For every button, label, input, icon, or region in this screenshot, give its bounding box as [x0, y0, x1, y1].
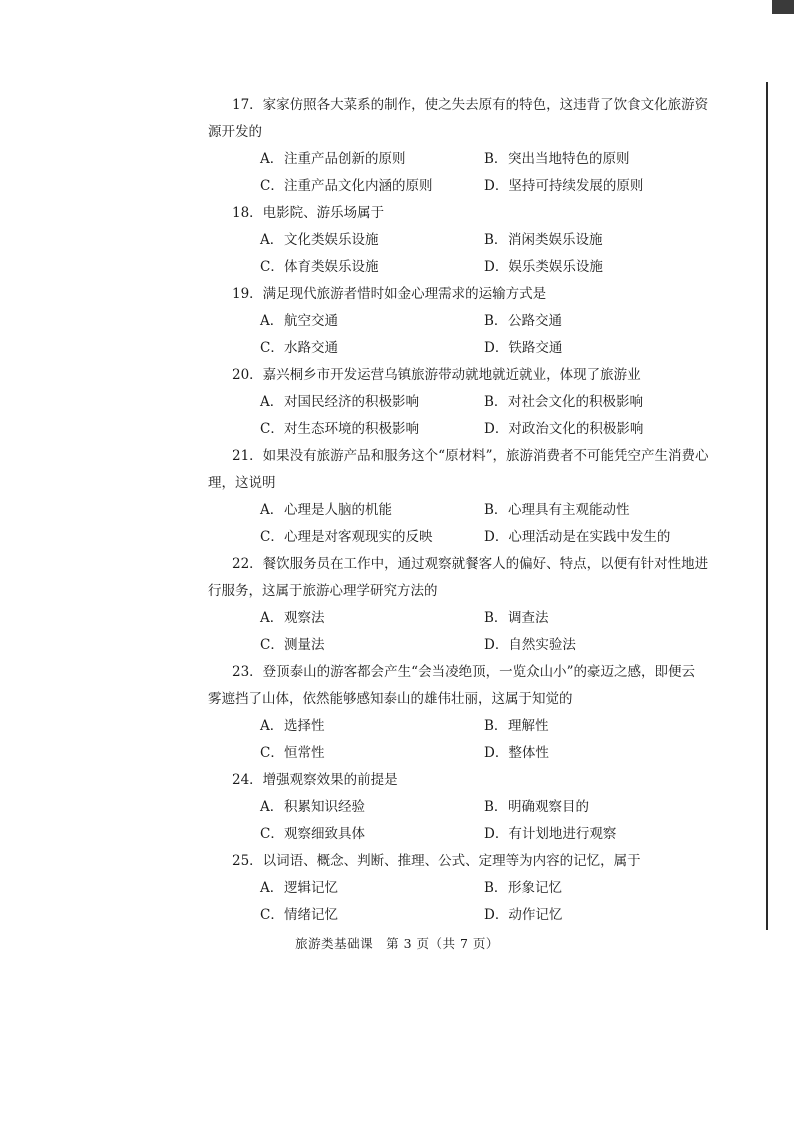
option-letter: A．	[260, 718, 284, 734]
option-letter: B．	[484, 151, 508, 167]
answer-option	[260, 902, 484, 929]
question-18	[208, 200, 748, 281]
option-row	[208, 254, 748, 281]
option-letter: A．	[260, 313, 284, 329]
question-20	[208, 362, 748, 443]
option-letter: B．	[484, 610, 508, 626]
option-text: 注重产品创新的原则	[284, 151, 406, 167]
answer-option	[260, 416, 484, 443]
option-row	[208, 416, 748, 443]
answer-option	[260, 146, 484, 173]
option-letter: D．	[484, 637, 509, 653]
option-letter: C．	[260, 178, 284, 194]
option-row	[208, 227, 748, 254]
answer-option	[260, 740, 484, 767]
option-letter: B．	[484, 502, 508, 518]
option-row	[208, 875, 748, 902]
option-text: 动作记忆	[508, 907, 563, 923]
option-text: 明确观察目的	[508, 799, 589, 815]
scan-edge-line	[766, 82, 768, 930]
answer-option	[484, 902, 708, 929]
question-stem: 24．增强观察效果的前提是	[232, 772, 398, 788]
question-stem: 19．满足现代旅游者惜时如金心理需求的运输方式是	[232, 286, 547, 302]
option-row	[208, 308, 748, 335]
option-text: 心理是人脑的机能	[284, 502, 392, 518]
question-stem-continued: 雾遮挡了山体，依然能够感知泰山的雄伟壮丽，这属于知觉的	[208, 691, 573, 707]
answer-option	[484, 794, 708, 821]
option-text: 心理活动是在实践中发生的	[508, 529, 671, 545]
answer-option	[484, 173, 708, 200]
question-stem: 22．餐饮服务员在工作中，通过观察就餐客人的偏好、特点，以便有针对性地进	[232, 556, 709, 572]
option-row	[208, 902, 748, 929]
option-text: 积累知识经验	[284, 799, 365, 815]
option-text: 整体性	[508, 745, 549, 761]
option-text: 逻辑记忆	[284, 880, 338, 896]
option-row	[208, 146, 748, 173]
option-letter: C．	[260, 907, 284, 923]
option-letter: C．	[260, 340, 284, 356]
option-text: 体育类娱乐设施	[284, 259, 379, 275]
option-letter: C．	[260, 529, 284, 545]
option-letter: D．	[484, 907, 509, 923]
answer-option	[484, 146, 708, 173]
option-letter: D．	[484, 745, 509, 761]
answer-option	[260, 794, 484, 821]
option-row	[208, 173, 748, 200]
option-row	[208, 713, 748, 740]
answer-option	[484, 875, 708, 902]
option-letter: C．	[260, 259, 284, 275]
option-row	[208, 524, 748, 551]
option-row	[208, 794, 748, 821]
question-stem-continued: 理，这说明	[208, 475, 276, 491]
option-letter: A．	[260, 502, 284, 518]
option-text: 对生态环境的积极影响	[284, 421, 419, 437]
option-letter: B．	[484, 799, 508, 815]
answer-option	[260, 389, 484, 416]
answer-option	[260, 875, 484, 902]
option-letter: A．	[260, 151, 284, 167]
option-letter: C．	[260, 637, 284, 653]
question-21	[208, 443, 748, 551]
option-text: 观察法	[284, 610, 325, 626]
answer-option	[260, 254, 484, 281]
option-letter: C．	[260, 745, 284, 761]
option-letter: D．	[484, 826, 509, 842]
option-text: 自然实验法	[508, 637, 576, 653]
option-letter: B．	[484, 880, 508, 896]
option-letter: B．	[484, 718, 508, 734]
option-letter: D．	[484, 340, 509, 356]
option-letter: C．	[260, 826, 284, 842]
option-row	[208, 632, 748, 659]
option-text: 观察细致具体	[284, 826, 365, 842]
answer-option	[484, 416, 708, 443]
option-text: 消闲类娱乐设施	[508, 232, 603, 248]
answer-option	[260, 173, 484, 200]
answer-option	[260, 524, 484, 551]
answer-option	[484, 254, 708, 281]
question-stem: 17．家家仿照各大菜系的制作，使之失去原有的特色，这违背了饮食文化旅游资	[232, 97, 709, 113]
question-22	[208, 551, 748, 659]
option-letter: D．	[484, 421, 509, 437]
option-text: 坚持可持续发展的原则	[508, 178, 644, 194]
answer-option	[484, 740, 708, 767]
option-text: 航空交通	[284, 313, 338, 329]
question-stem-continued: 行服务，这属于旅游心理学研究方法的	[208, 583, 438, 599]
option-text: 对国民经济的积极影响	[284, 394, 419, 410]
answer-option	[484, 605, 708, 632]
answer-option	[260, 227, 484, 254]
option-letter: B．	[484, 313, 508, 329]
option-text: 对政治文化的积极影响	[508, 421, 644, 437]
answer-option	[260, 308, 484, 335]
option-letter: A．	[260, 799, 284, 815]
option-letter: D．	[484, 529, 509, 545]
question-17	[208, 92, 748, 200]
option-text: 突出当地特色的原则	[508, 151, 630, 167]
option-text: 情绪记忆	[284, 907, 338, 923]
option-text: 水路交通	[284, 340, 338, 356]
option-text: 对社会文化的积极影响	[508, 394, 643, 410]
answer-option	[484, 335, 708, 362]
option-text: 心理是对客观现实的反映	[284, 529, 433, 545]
question-stem: 25．以词语、概念、判断、推理、公式、定理等为内容的记忆，属于	[232, 853, 641, 869]
question-stem: 21．如果没有旅游产品和服务这个“原材料”，旅游消费者不可能凭空产生消费心	[232, 448, 709, 464]
option-text: 注重产品文化内涵的原则	[284, 178, 433, 194]
answer-option	[260, 497, 484, 524]
answer-option	[484, 497, 708, 524]
answer-option	[484, 821, 708, 848]
answer-option	[260, 821, 484, 848]
option-text: 理解性	[508, 718, 549, 734]
option-letter: D．	[484, 259, 509, 275]
question-stem: 18．电影院、游乐场属于	[232, 205, 385, 221]
question-25	[208, 848, 748, 929]
answer-option	[260, 632, 484, 659]
question-stem-continued: 源开发的	[208, 124, 262, 140]
option-row	[208, 389, 748, 416]
option-row	[208, 497, 748, 524]
option-text: 文化类娱乐设施	[284, 232, 379, 248]
page-footer: 旅游类基础课 第 3 页（共 7 页）	[295, 936, 499, 951]
option-text: 测量法	[284, 637, 325, 653]
option-letter: D．	[484, 178, 509, 194]
option-text: 娱乐类娱乐设施	[508, 259, 603, 275]
option-row	[208, 740, 748, 767]
option-text: 调查法	[508, 610, 549, 626]
option-row	[208, 335, 748, 362]
answer-option	[260, 605, 484, 632]
answer-option	[484, 524, 708, 551]
option-text: 形象记忆	[508, 880, 562, 896]
answer-option	[484, 227, 708, 254]
question-stem: 23．登顶泰山的游客都会产生“会当凌绝顶，一览众山小”的豪迈之感，即便云	[232, 664, 695, 680]
option-text: 选择性	[284, 718, 325, 734]
option-letter: B．	[484, 232, 508, 248]
question-stem: 20．嘉兴桐乡市开发运营乌镇旅游带动就地就近就业，体现了旅游业	[232, 367, 641, 383]
option-text: 心理具有主观能动性	[508, 502, 630, 518]
answer-option	[260, 335, 484, 362]
option-letter: A．	[260, 232, 284, 248]
option-text: 恒常性	[284, 745, 325, 761]
option-letter: A．	[260, 394, 284, 410]
option-letter: C．	[260, 421, 284, 437]
option-text: 铁路交通	[508, 340, 563, 356]
option-letter: A．	[260, 880, 284, 896]
option-text: 有计划地进行观察	[508, 826, 617, 842]
option-row	[208, 605, 748, 632]
question-24	[208, 767, 748, 848]
answer-option	[484, 713, 708, 740]
answer-option	[484, 308, 708, 335]
answer-option	[260, 713, 484, 740]
answer-option	[484, 389, 708, 416]
answer-option	[484, 632, 708, 659]
option-letter: A．	[260, 610, 284, 626]
scan-corner-mark	[772, 0, 794, 14]
question-list	[208, 92, 748, 929]
option-text: 公路交通	[508, 313, 562, 329]
option-letter: B．	[484, 394, 508, 410]
question-23	[208, 659, 748, 767]
option-row	[208, 821, 748, 848]
question-19	[208, 281, 748, 362]
